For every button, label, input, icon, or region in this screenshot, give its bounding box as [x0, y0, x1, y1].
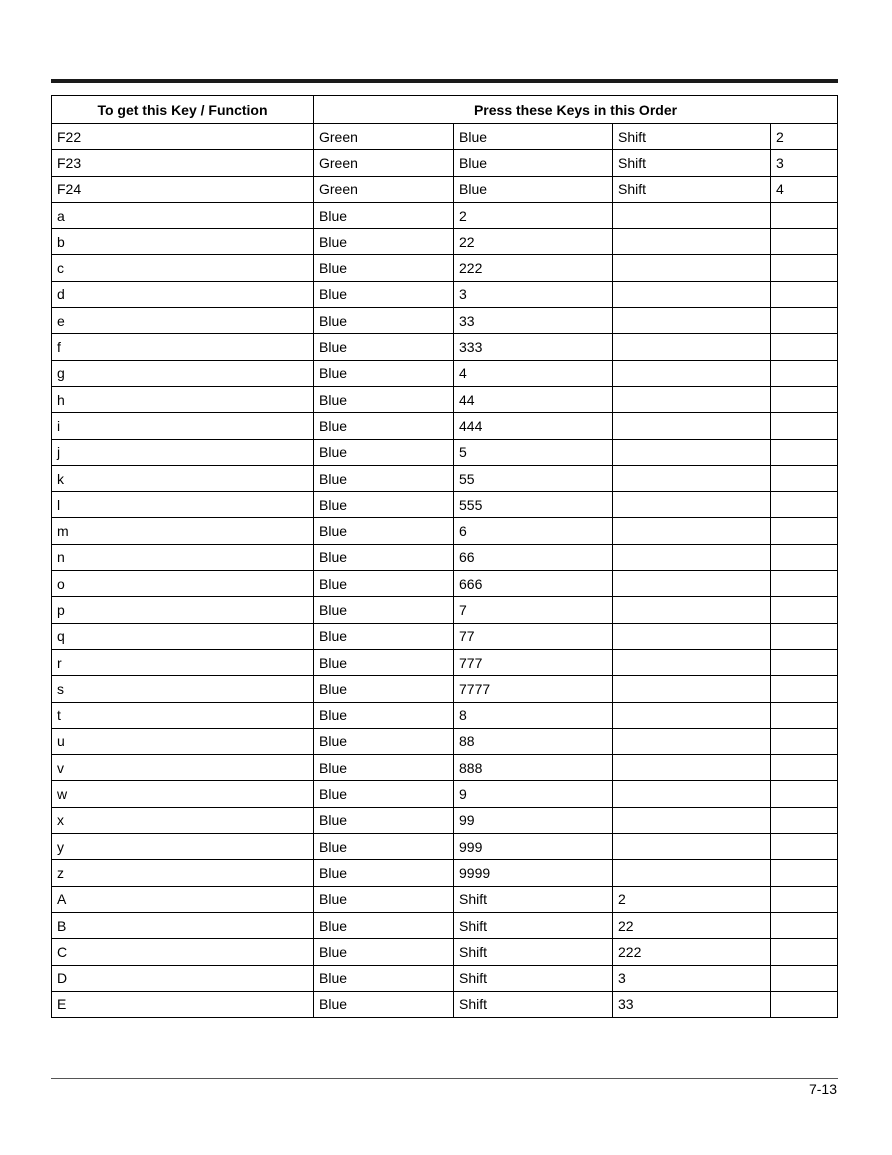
key-function-cell: f [52, 334, 314, 360]
key-press-cell: Blue [314, 544, 454, 570]
key-function-cell: a [52, 202, 314, 228]
key-press-cell: Shift [454, 939, 613, 965]
header-press-keys: Press these Keys in this Order [314, 96, 838, 124]
key-function-cell: k [52, 465, 314, 491]
table-row [52, 360, 838, 386]
key-press-cell: Blue [314, 755, 454, 781]
key-press-cell: Green [314, 176, 454, 202]
key-press-cell: Blue [314, 281, 454, 307]
key-press-cell: 666 [454, 571, 613, 597]
key-press-cell: 99 [454, 807, 613, 833]
key-press-cell [613, 360, 771, 386]
key-press-cell: Blue [454, 124, 613, 150]
key-function-cell: h [52, 386, 314, 412]
key-press-cell [613, 229, 771, 255]
key-function-cell: n [52, 544, 314, 570]
key-press-cell: Blue [314, 465, 454, 491]
table-row [52, 150, 838, 176]
key-press-cell: 44 [454, 386, 613, 412]
key-press-cell: 9999 [454, 860, 613, 886]
key-press-cell: 444 [454, 413, 613, 439]
key-press-cell [771, 308, 838, 334]
key-function-cell: q [52, 623, 314, 649]
key-press-cell: 999 [454, 834, 613, 860]
key-press-cell: Blue [314, 360, 454, 386]
key-press-cell [771, 649, 838, 675]
key-press-cell [771, 571, 838, 597]
key-press-cell: Blue [314, 308, 454, 334]
key-press-cell: Blue [314, 728, 454, 754]
key-press-cell [771, 834, 838, 860]
key-press-cell: 3 [771, 150, 838, 176]
table-row [52, 124, 838, 150]
table-row [52, 912, 838, 938]
key-press-cell [613, 597, 771, 623]
key-press-cell [613, 492, 771, 518]
key-press-cell: 22 [454, 229, 613, 255]
table-row [52, 676, 838, 702]
key-press-cell [613, 728, 771, 754]
key-function-cell: F24 [52, 176, 314, 202]
key-press-cell: 33 [454, 308, 613, 334]
key-press-cell: Blue [314, 386, 454, 412]
table-row [52, 597, 838, 623]
key-press-cell: 3 [454, 281, 613, 307]
key-function-cell: E [52, 991, 314, 1017]
key-press-cell [771, 965, 838, 991]
key-function-cell: u [52, 728, 314, 754]
table-row [52, 571, 838, 597]
table-row [52, 202, 838, 228]
key-press-cell [613, 202, 771, 228]
key-press-cell: Blue [314, 781, 454, 807]
key-function-cell: A [52, 886, 314, 912]
key-press-cell: 22 [613, 912, 771, 938]
key-function-cell: F23 [52, 150, 314, 176]
key-press-cell: Blue [314, 965, 454, 991]
key-press-cell: Blue [314, 860, 454, 886]
table-row [52, 334, 838, 360]
key-press-cell: Shift [454, 912, 613, 938]
table-row [52, 465, 838, 491]
key-press-cell: 55 [454, 465, 613, 491]
key-press-cell [771, 939, 838, 965]
table-row [52, 623, 838, 649]
key-function-cell: z [52, 860, 314, 886]
key-press-cell: Blue [314, 334, 454, 360]
key-press-cell: 33 [613, 991, 771, 1017]
key-press-cell [613, 386, 771, 412]
table-row [52, 702, 838, 728]
key-press-cell [771, 281, 838, 307]
key-press-cell [613, 255, 771, 281]
key-press-cell: Blue [314, 202, 454, 228]
key-press-cell: Blue [314, 886, 454, 912]
key-press-cell: 5 [454, 439, 613, 465]
table-row [52, 886, 838, 912]
key-function-cell: p [52, 597, 314, 623]
key-press-cell: Blue [314, 807, 454, 833]
key-press-cell: Blue [314, 255, 454, 281]
key-function-cell: i [52, 413, 314, 439]
key-press-cell: Blue [314, 991, 454, 1017]
key-press-cell [613, 702, 771, 728]
key-press-cell [771, 229, 838, 255]
key-function-cell: r [52, 649, 314, 675]
key-press-cell [613, 544, 771, 570]
key-press-cell [771, 702, 838, 728]
key-press-cell [771, 255, 838, 281]
key-press-cell: 77 [454, 623, 613, 649]
key-press-cell [613, 649, 771, 675]
key-press-cell [771, 386, 838, 412]
key-press-cell: 3 [613, 965, 771, 991]
key-function-cell: b [52, 229, 314, 255]
table-row [52, 781, 838, 807]
key-function-cell: x [52, 807, 314, 833]
key-press-cell: 7 [454, 597, 613, 623]
bottom-rule [51, 1078, 838, 1079]
table-row [52, 544, 838, 570]
key-press-cell [771, 413, 838, 439]
key-press-cell [613, 334, 771, 360]
key-press-cell [771, 597, 838, 623]
key-function-cell: w [52, 781, 314, 807]
table-row [52, 176, 838, 202]
key-press-cell [771, 360, 838, 386]
key-press-cell: Blue [314, 912, 454, 938]
key-function-cell: F22 [52, 124, 314, 150]
key-press-cell: Blue [314, 676, 454, 702]
key-press-cell [771, 439, 838, 465]
table-row [52, 807, 838, 833]
key-press-cell: Blue [314, 518, 454, 544]
key-function-cell: g [52, 360, 314, 386]
key-function-cell: j [52, 439, 314, 465]
key-press-cell [771, 492, 838, 518]
key-press-cell: Blue [314, 413, 454, 439]
table-row [52, 413, 838, 439]
key-press-cell: 555 [454, 492, 613, 518]
key-press-cell: Shift [613, 124, 771, 150]
key-press-cell: 8 [454, 702, 613, 728]
key-press-cell: Blue [454, 150, 613, 176]
table-row [52, 755, 838, 781]
key-press-cell: 333 [454, 334, 613, 360]
table-row [52, 229, 838, 255]
key-press-cell: 4 [771, 176, 838, 202]
key-press-cell [771, 886, 838, 912]
key-press-cell [771, 860, 838, 886]
key-press-cell [613, 465, 771, 491]
key-press-cell [771, 912, 838, 938]
key-sequence-table [51, 95, 838, 1018]
table-row [52, 308, 838, 334]
key-press-cell: Shift [613, 150, 771, 176]
key-function-cell: o [52, 571, 314, 597]
header-key-function: To get this Key / Function [52, 96, 314, 124]
key-press-cell: 777 [454, 649, 613, 675]
key-press-cell [613, 807, 771, 833]
key-press-cell [771, 465, 838, 491]
key-press-cell: Green [314, 150, 454, 176]
table-body [52, 124, 838, 1018]
key-press-cell: 888 [454, 755, 613, 781]
key-press-cell [771, 755, 838, 781]
table-row [52, 728, 838, 754]
table-row [52, 281, 838, 307]
key-press-cell: Blue [314, 229, 454, 255]
key-press-cell: Blue [454, 176, 613, 202]
key-press-cell [771, 202, 838, 228]
key-press-cell [771, 807, 838, 833]
key-function-cell: C [52, 939, 314, 965]
key-press-cell [613, 518, 771, 544]
key-press-cell: Blue [314, 649, 454, 675]
table-row [52, 939, 838, 965]
key-press-cell [613, 571, 771, 597]
key-function-cell: l [52, 492, 314, 518]
key-press-cell [613, 781, 771, 807]
key-press-cell: 4 [454, 360, 613, 386]
key-press-cell: Shift [613, 176, 771, 202]
key-press-cell [771, 991, 838, 1017]
key-press-cell: Shift [454, 965, 613, 991]
key-press-cell: Blue [314, 492, 454, 518]
key-press-cell: 2 [613, 886, 771, 912]
key-press-cell: 222 [613, 939, 771, 965]
key-press-cell [613, 439, 771, 465]
key-press-cell [613, 860, 771, 886]
key-function-cell: y [52, 834, 314, 860]
key-press-cell [771, 623, 838, 649]
key-function-cell: c [52, 255, 314, 281]
key-press-cell [613, 834, 771, 860]
table-row [52, 649, 838, 675]
key-press-cell [613, 281, 771, 307]
key-press-cell [613, 308, 771, 334]
key-press-cell [771, 728, 838, 754]
key-press-cell: Shift [454, 991, 613, 1017]
key-function-cell: e [52, 308, 314, 334]
table-row [52, 518, 838, 544]
key-press-cell: 88 [454, 728, 613, 754]
top-rule [51, 79, 838, 83]
key-press-cell [613, 623, 771, 649]
key-press-cell: Blue [314, 439, 454, 465]
key-press-cell [613, 413, 771, 439]
key-press-cell: Blue [314, 571, 454, 597]
key-press-cell: 2 [771, 124, 838, 150]
table-row [52, 860, 838, 886]
key-press-cell: Blue [314, 834, 454, 860]
key-press-cell: Shift [454, 886, 613, 912]
key-press-cell [771, 518, 838, 544]
key-press-cell [613, 676, 771, 702]
key-function-cell: v [52, 755, 314, 781]
key-press-cell [771, 676, 838, 702]
key-press-cell: 222 [454, 255, 613, 281]
key-press-cell [771, 544, 838, 570]
key-function-cell: s [52, 676, 314, 702]
key-function-cell: d [52, 281, 314, 307]
key-press-cell: 7777 [454, 676, 613, 702]
key-press-cell: 2 [454, 202, 613, 228]
key-press-cell [771, 781, 838, 807]
key-press-cell: Blue [314, 702, 454, 728]
key-press-cell: Blue [314, 597, 454, 623]
key-press-cell [613, 755, 771, 781]
key-press-cell [771, 334, 838, 360]
key-press-cell: Blue [314, 939, 454, 965]
table-row [52, 965, 838, 991]
key-function-cell: B [52, 912, 314, 938]
table-row [52, 991, 838, 1017]
table-row [52, 492, 838, 518]
key-function-cell: t [52, 702, 314, 728]
key-function-cell: m [52, 518, 314, 544]
key-press-cell: 6 [454, 518, 613, 544]
key-press-cell: Blue [314, 623, 454, 649]
table-row [52, 439, 838, 465]
key-press-cell: 66 [454, 544, 613, 570]
table-header-row [52, 96, 838, 124]
key-press-cell: Green [314, 124, 454, 150]
table-row [52, 255, 838, 281]
table-row [52, 834, 838, 860]
table-row [52, 386, 838, 412]
page-number: 7-13 [808, 1081, 837, 1097]
key-press-cell: 9 [454, 781, 613, 807]
key-function-cell: D [52, 965, 314, 991]
